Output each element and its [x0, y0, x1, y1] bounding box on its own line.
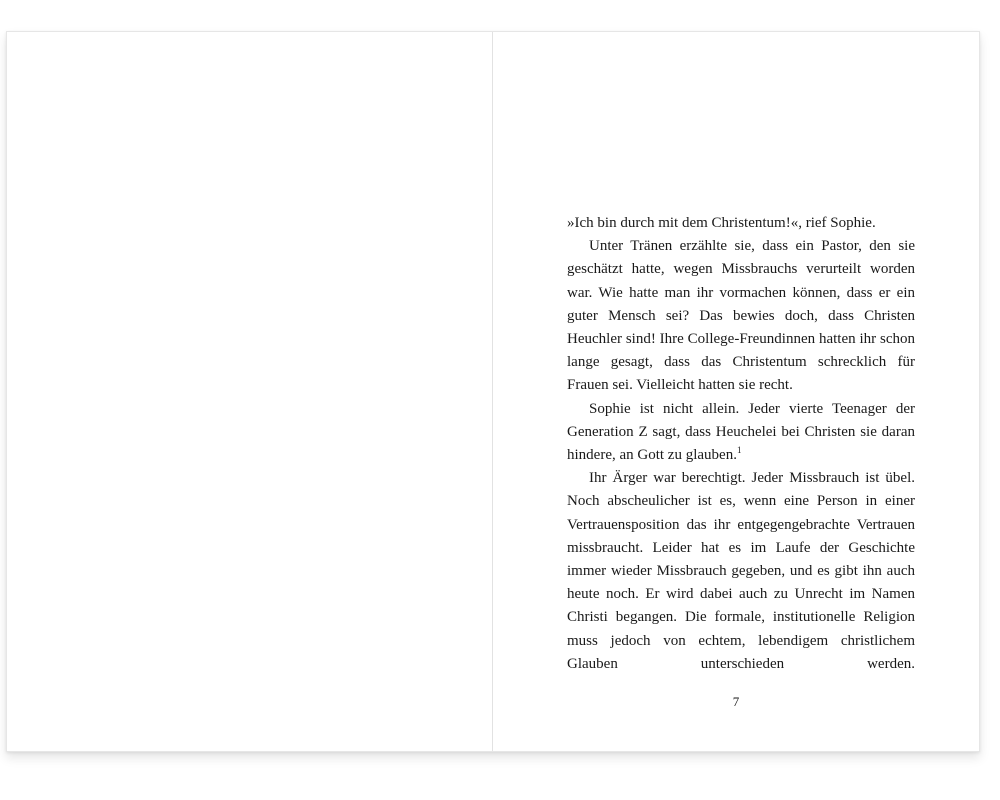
- left-page-blank: [7, 32, 492, 751]
- footnote-reference: 1: [736, 445, 742, 456]
- right-page: [493, 32, 979, 751]
- paragraph-3: [567, 398, 915, 468]
- paragraph-1: »Ich bin durch mit dem Christentum!«, rief Sophie.: [567, 215, 876, 231]
- page-number: 7: [732, 694, 740, 709]
- paragraph-4: Ihr Ärger war berechtigt. Jeder Missbrauch ist übel. Noch abscheulicher ist es, wenn eine Person in einer Vertrauensposition das ihr entgegengebrachte Vertrauen missbraucht. Leider hat es im Laufe der Geschichte immer wieder Missbrauch gegeben, und es gibt ihn auch heute noch. Er wird dabei auch zu Unrecht im Namen Christi begangen. Die formale, institutionelle Religion muss jedoch von echtem, lebendigem christlichem Glauben unterschieden werden.: [567, 470, 915, 672]
- body-text: [567, 212, 915, 676]
- paragraph-2: Unter Tränen erzählte sie, dass ein Pastor, den sie geschätzt hatte, wegen Missbrauchs verurteilt worden war. Wie hatte man ihr vormachen können, dass er ein guter Mensch sei? Das bewies doch, dass Christen Heuchler sind! Ihre College-Freundinnen hatten ihr schon lange gesagt, dass das Christentum schrecklich für Frauen sei. Vielleicht hatten sie recht.: [567, 238, 915, 394]
- book-spread: [6, 31, 980, 752]
- paragraph-3-text: Sophie ist nicht allein. Jeder vierte Teenager der Generation Z sagt, dass Heuchelei bei Christen sie daran hindere, an Gott zu glauben.: [567, 400, 915, 464]
